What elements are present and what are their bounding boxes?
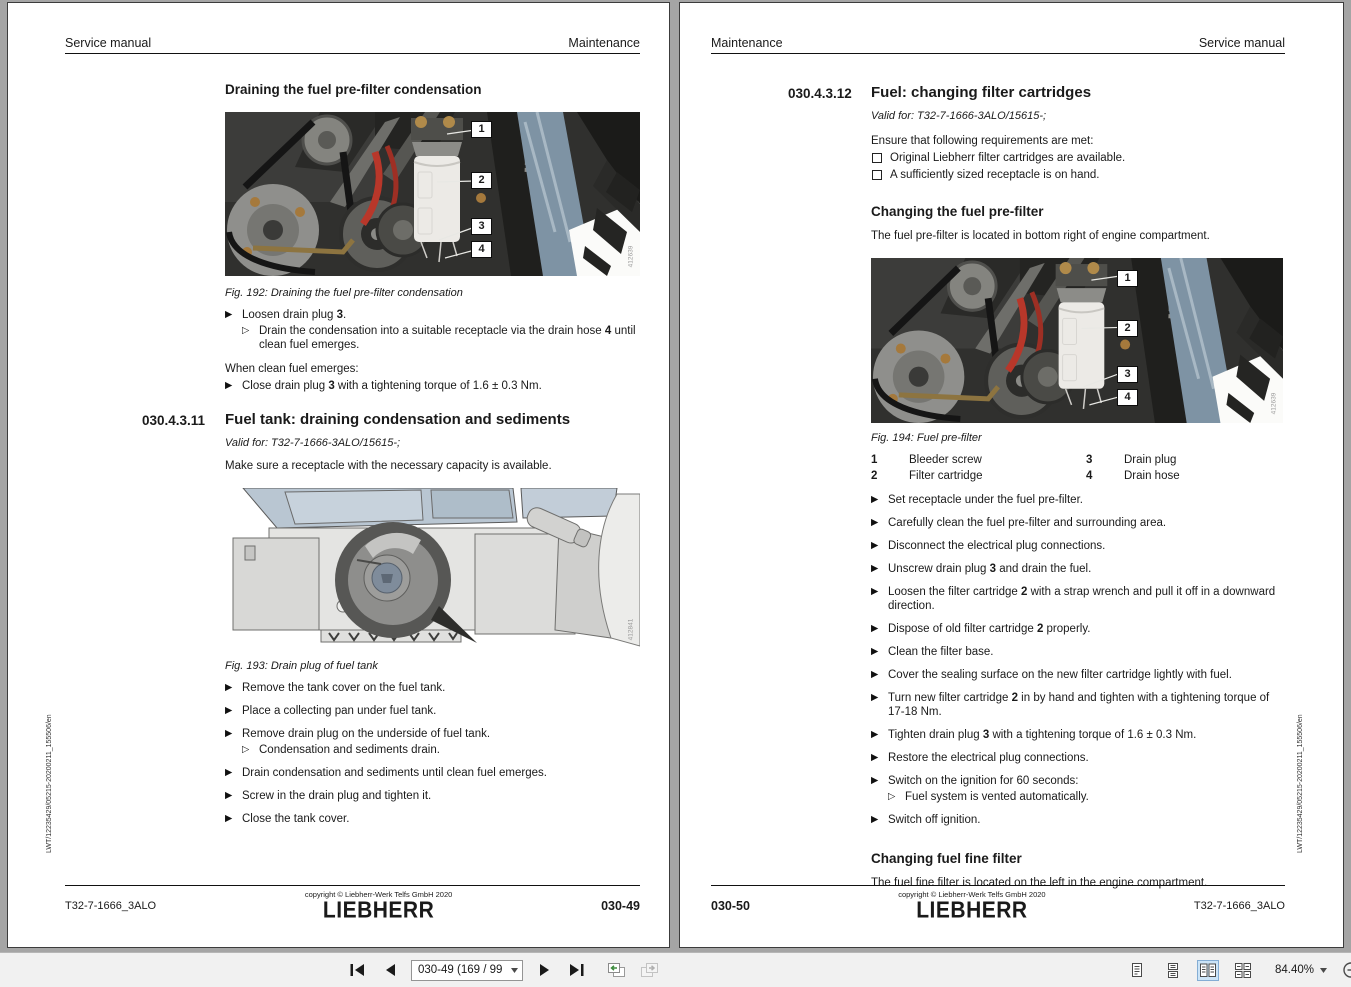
liebherr-logo: LIEBHERR — [322, 897, 435, 923]
intro-text: Make sure a receptacle with the necessary capacity is available. — [225, 460, 552, 472]
photo-id: 412841 — [627, 618, 635, 641]
document-page-right — [679, 2, 1344, 948]
result-item — [242, 743, 640, 757]
step-arrow-icon: ▶ — [225, 790, 233, 801]
figure-192-photo — [225, 112, 640, 276]
item-text: Switch on the ignition for 60 seconds: — [888, 775, 1079, 787]
item-text: Turn new filter cartridge 2 in by hand and tighten with a tightening torque of 17-18 Nm. — [888, 692, 1270, 718]
facing-continuous-view-button[interactable] — [1231, 958, 1255, 982]
legend-number: 4 — [1086, 470, 1093, 482]
legend-number: 3 — [1086, 454, 1093, 466]
figure-194-photo — [871, 258, 1283, 423]
step-item — [225, 308, 640, 322]
continuous-page-view-button[interactable] — [1161, 958, 1185, 982]
step-arrow-icon: ▶ — [871, 729, 879, 740]
item-text: Clean the filter base. — [888, 646, 994, 658]
figure-label-1: 1 — [471, 121, 492, 138]
item-text: Remove the tank cover on the fuel tank. — [242, 682, 446, 694]
item-text: Drain condensation and sediments until clean fuel emerges. — [242, 767, 547, 779]
figure-caption: Fig. 192: Draining the fuel pre-filter condensation — [225, 287, 463, 299]
step-arrow-icon: ▶ — [225, 380, 233, 391]
previous-view-button[interactable] — [604, 958, 628, 982]
step-item — [225, 789, 640, 803]
document-margin-id: LWT/12235429/05215-20200211_155506/en — [46, 714, 53, 853]
next-view-button[interactable] — [637, 958, 661, 982]
figure-193-drawing — [225, 488, 640, 649]
photo-id: 412639 — [627, 245, 635, 268]
footer-page-number: 030-49 — [601, 898, 640, 913]
result-item — [242, 324, 640, 352]
item-text: A sufficiently sized receptacle is on hand. — [890, 169, 1100, 181]
item-text: Close the tank cover. — [242, 813, 350, 825]
step-arrow-icon: ▶ — [871, 692, 879, 703]
step-arrow-icon: ▶ — [871, 563, 879, 574]
step-item — [871, 691, 1283, 719]
photo-id: 412639 — [1270, 392, 1278, 415]
step-item — [225, 766, 640, 780]
zoom-out-button[interactable] — [1339, 958, 1351, 982]
step-item — [225, 727, 640, 741]
chevron-down-icon — [511, 968, 518, 973]
step-item — [225, 681, 640, 695]
step-arrow-icon: ▶ — [225, 728, 233, 739]
step-item — [871, 622, 1283, 636]
legend-number: 2 — [871, 470, 878, 482]
step-arrow-icon: ▶ — [225, 309, 233, 320]
step-list — [225, 379, 640, 393]
section-subtitle: Draining the fuel pre-filter condensation — [225, 82, 482, 97]
footer-page-number: 030-50 — [711, 898, 750, 913]
result-arrow-icon: ▷ — [242, 744, 250, 755]
checkbox-icon — [872, 153, 882, 163]
viewer-toolbar — [0, 952, 1351, 987]
item-text: Place a collecting pan under fuel tank. — [242, 705, 437, 717]
section-title: Fuel tank: draining condensation and sediments — [225, 411, 571, 428]
item-text: Dispose of old filter cartridge 2 properly. — [888, 623, 1091, 635]
figure-label-4: 4 — [1117, 389, 1138, 406]
last-page-button[interactable] — [565, 958, 589, 982]
header-right-label: Maintenance — [568, 36, 640, 50]
item-text: Remove drain plug on the underside of fuel tank. — [242, 728, 491, 740]
requirement-item — [871, 151, 1283, 165]
step-item — [871, 516, 1283, 530]
figure-label-3: 3 — [1117, 366, 1138, 383]
liebherr-logo: LIEBHERR — [916, 897, 1028, 923]
step-arrow-icon: ▶ — [871, 517, 879, 528]
document-margin-id: LWT/12235429/05215-20200211_155506/en — [1297, 714, 1304, 853]
item-text: Loosen the filter cartridge 2 with a strap wrench and pull it off in a downward direction. — [888, 586, 1276, 612]
step-arrow-icon: ▶ — [871, 540, 879, 551]
legend-label: Bleeder screw — [909, 454, 982, 466]
legend-label: Drain plug — [1124, 454, 1177, 466]
figure-legend — [871, 452, 1283, 484]
result-arrow-icon: ▷ — [242, 325, 250, 336]
item-text: Screw in the drain plug and tighten it. — [242, 790, 432, 802]
step-item — [225, 704, 640, 718]
step-item — [871, 539, 1283, 553]
next-page-button[interactable] — [532, 958, 556, 982]
location-text: The fuel fine filter is located on the left in the engine compartment. — [871, 877, 1208, 889]
step-item — [225, 379, 640, 393]
note-text: When clean fuel emerges: — [225, 363, 359, 375]
requirements-list — [871, 151, 1283, 182]
zoom-level-value: 84.40% — [1274, 964, 1314, 976]
item-text: Set receptacle under the fuel pre-filter. — [888, 494, 1083, 506]
step-item — [871, 751, 1283, 765]
document-page-left — [7, 2, 670, 948]
section-number: 030.4.3.12 — [788, 86, 852, 101]
page-footer — [711, 885, 1285, 921]
item-text: Drain the condensation into a suitable receptacle via the drain hose 4 until clean fuel emerges. — [259, 325, 636, 351]
item-text: Unscrew drain plug 3 and drain the fuel. — [888, 563, 1092, 575]
step-arrow-icon: ▶ — [871, 646, 879, 657]
item-text: Carefully clean the fuel pre-filter and surrounding area. — [888, 517, 1167, 529]
facing-pages-view-button[interactable] — [1197, 960, 1219, 981]
section-heading — [142, 411, 640, 428]
step-item — [871, 668, 1283, 682]
item-text: Cover the sealing surface on the new filter cartridge lightly with fuel. — [888, 669, 1232, 681]
figure-label-3: 3 — [471, 218, 492, 235]
figure-label-4: 4 — [471, 241, 492, 258]
step-arrow-icon: ▶ — [225, 767, 233, 778]
step-arrow-icon: ▶ — [871, 814, 879, 825]
step-arrow-icon: ▶ — [225, 682, 233, 693]
result-item — [888, 790, 1283, 804]
step-arrow-icon: ▶ — [871, 623, 879, 634]
figure-caption: Fig. 194: Fuel pre-filter — [871, 432, 982, 444]
page-header — [65, 36, 640, 54]
figure-label-1: 1 — [1117, 270, 1138, 287]
location-text: The fuel pre-filter is located in bottom right of engine compartment. — [871, 230, 1210, 242]
legend-label: Filter cartridge — [909, 470, 983, 482]
valid-for-text: Valid for: T32-7-1666-3ALO/15615-; — [225, 437, 401, 449]
section-title: Fuel: changing filter cartridges — [871, 84, 1092, 101]
step-list — [225, 308, 640, 352]
requirements-intro: Ensure that following requirements are met: — [871, 135, 1094, 147]
page-footer — [65, 885, 640, 921]
item-text: Tighten drain plug 3 with a tightening torque of 1.6 ± 0.3 Nm. — [888, 729, 1197, 741]
first-page-button[interactable] — [345, 958, 369, 982]
item-text: Condensation and sediments drain. — [259, 744, 440, 756]
section-heading — [788, 84, 1283, 101]
step-item — [871, 728, 1283, 742]
step-arrow-icon: ▶ — [871, 494, 879, 505]
step-arrow-icon: ▶ — [225, 705, 233, 716]
subsection-heading: Changing the fuel pre-filter — [871, 204, 1044, 219]
item-text: Fuel system is vented automatically. — [905, 791, 1089, 803]
step-item — [871, 493, 1283, 507]
step-item — [871, 562, 1283, 576]
chevron-down-icon — [1320, 968, 1327, 973]
step-item — [225, 812, 640, 826]
previous-page-button[interactable] — [378, 958, 402, 982]
step-arrow-icon: ▶ — [871, 752, 879, 763]
step-item — [871, 645, 1283, 659]
footer-copyright: copyright © Liebherr-Werk Telfs GmbH 2020 — [898, 890, 1046, 899]
zoom-level-combobox[interactable] — [1275, 964, 1327, 976]
step-list — [225, 681, 640, 826]
section-number: 030.4.3.11 — [142, 413, 206, 428]
item-text: Original Liebherr filter cartridges are available. — [890, 152, 1126, 164]
item-text: Switch off ignition. — [888, 814, 981, 826]
page-header — [711, 36, 1285, 54]
step-arrow-icon: ▶ — [871, 586, 879, 597]
checkbox-icon — [872, 170, 882, 180]
figure-caption: Fig. 193: Drain plug of fuel tank — [225, 660, 378, 672]
footer-model: T32-7-1666_3ALO — [65, 899, 157, 912]
figure-label-2: 2 — [471, 172, 492, 189]
result-arrow-icon: ▷ — [888, 791, 896, 802]
item-text: Close drain plug 3 with a tightening torque of 1.6 ± 0.3 Nm. — [242, 380, 542, 392]
page-number-combobox[interactable] — [411, 960, 523, 981]
header-left-label: Maintenance — [711, 36, 783, 50]
step-arrow-icon: ▶ — [225, 813, 233, 824]
step-item — [871, 585, 1283, 613]
item-text: Restore the electrical plug connections. — [888, 752, 1089, 764]
item-text: Loosen drain plug 3. — [242, 309, 347, 321]
legend-label: Drain hose — [1124, 470, 1180, 482]
single-page-view-button[interactable] — [1125, 958, 1149, 982]
header-right-label: Service manual — [1198, 36, 1285, 50]
page-number-value: 030-49 (169 / 99 — [418, 964, 503, 976]
step-arrow-icon: ▶ — [871, 775, 879, 786]
valid-for-text: Valid for: T32-7-1666-3ALO/15615-; — [871, 110, 1047, 122]
header-left-label: Service manual — [65, 36, 152, 50]
step-item — [871, 813, 1283, 827]
step-item — [871, 774, 1283, 788]
figure-label-2: 2 — [1117, 320, 1138, 337]
subsection-heading: Changing fuel fine filter — [871, 851, 1022, 866]
step-arrow-icon: ▶ — [871, 669, 879, 680]
step-list — [871, 493, 1283, 827]
requirement-item — [871, 168, 1283, 182]
legend-number: 1 — [871, 454, 878, 466]
footer-model: T32-7-1666_3ALO — [1193, 899, 1285, 912]
item-text: Disconnect the electrical plug connections. — [888, 540, 1106, 552]
footer-copyright: copyright © Liebherr-Werk Telfs GmbH 2020 — [304, 890, 453, 899]
